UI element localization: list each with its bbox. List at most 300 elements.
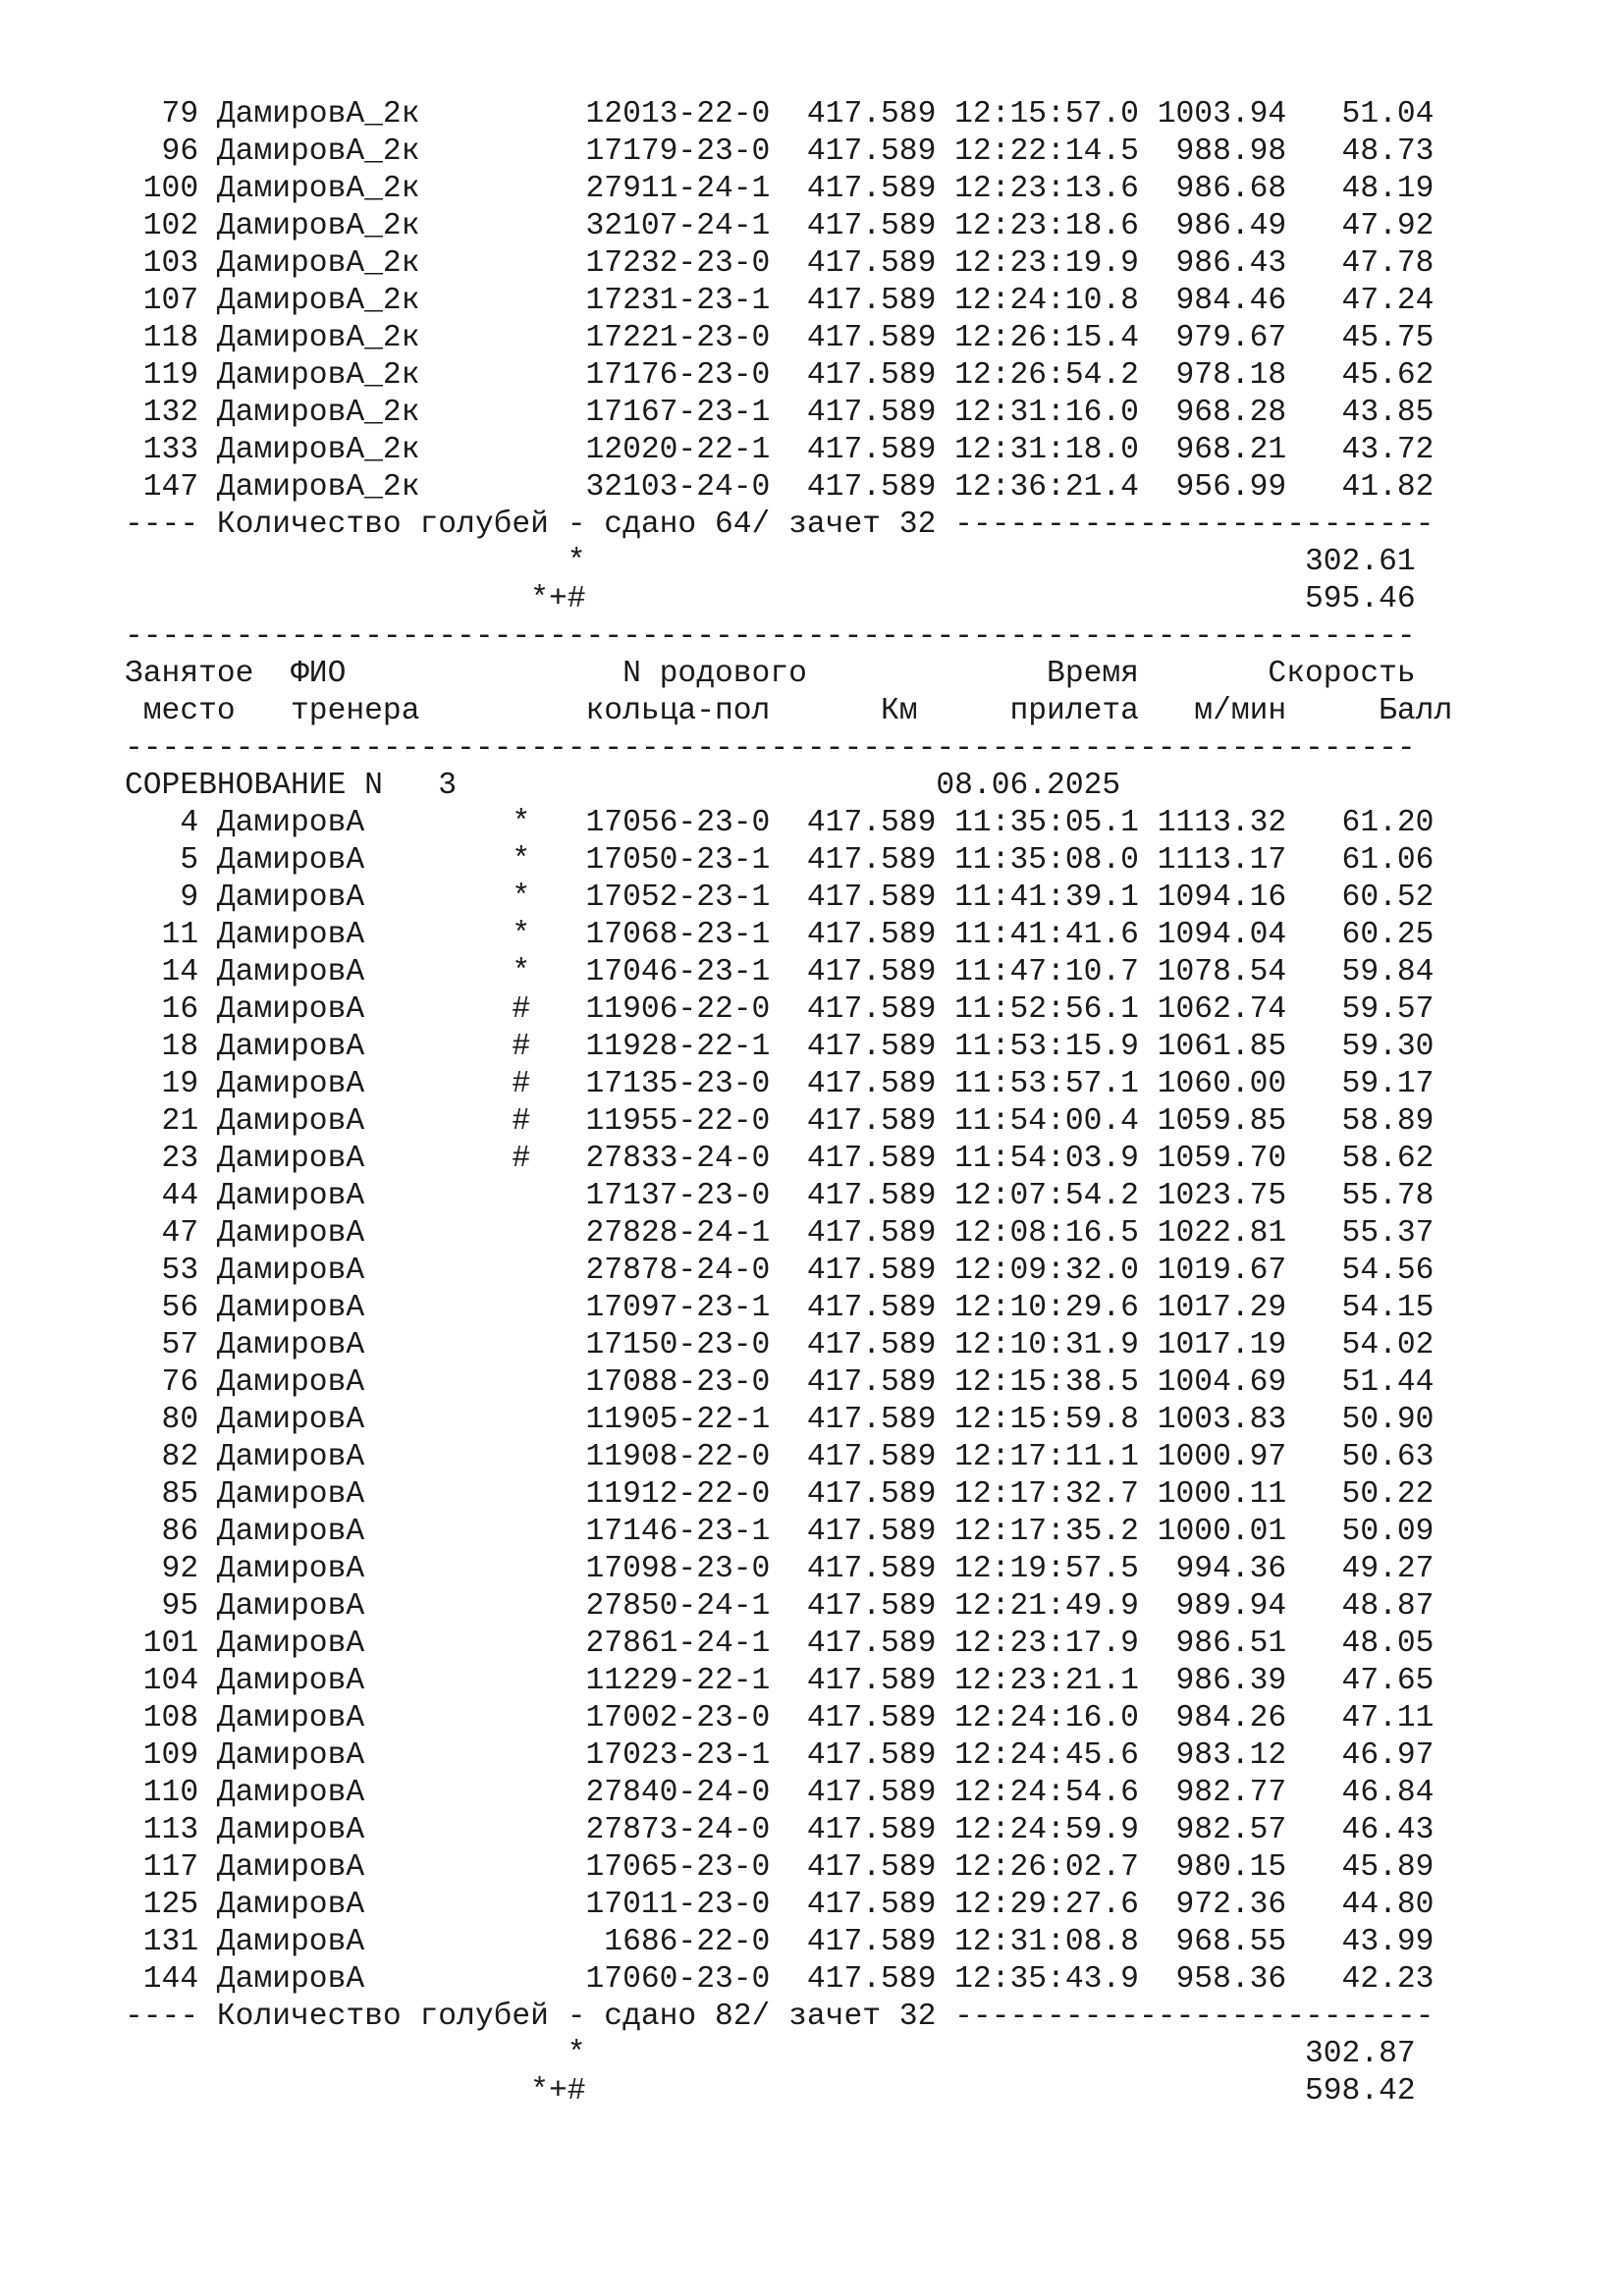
score-cell: 43.72 [1305, 433, 1435, 467]
time-cell: 12:31:16.0 [954, 396, 1158, 430]
place-cell: 11 [125, 918, 217, 952]
time-cell: 12:24:59.9 [954, 1813, 1158, 1847]
mark-cell [512, 396, 549, 430]
name-cell: ДамировА [216, 1738, 513, 1773]
place-cell: 118 [125, 321, 217, 355]
section1-summary-line [125, 507, 1452, 544]
km-cell: 417.589 [806, 1589, 955, 1624]
competition-title-line [125, 768, 1452, 805]
result-row [125, 1141, 1452, 1178]
speed-cell: 1078.54 [1157, 955, 1305, 989]
result-row [125, 96, 1452, 133]
mark-cell: * [512, 843, 549, 878]
results-sheet [125, 96, 1452, 2110]
place-cell: 107 [125, 284, 217, 318]
speed-cell: 1059.85 [1157, 1104, 1305, 1139]
ring-cell: 17150-23-0 [548, 1328, 807, 1362]
time-cell: 11:35:08.0 [954, 843, 1158, 878]
name-cell: ДамировА [216, 1179, 513, 1213]
km-cell: 417.589 [806, 1403, 955, 1437]
result-row [125, 1663, 1452, 1700]
km-cell: 417.589 [806, 1030, 955, 1064]
score-cell: 55.78 [1305, 1179, 1435, 1213]
name-cell: ДамировА [216, 1104, 513, 1139]
ring-cell: 12020-22-1 [548, 433, 807, 467]
place-cell: 92 [125, 1552, 217, 1586]
score-cell: 48.73 [1305, 134, 1435, 169]
result-row [125, 469, 1452, 507]
mark-cell [512, 1627, 549, 1661]
score-cell: 48.19 [1305, 172, 1435, 206]
time-cell: 11:41:41.6 [954, 918, 1158, 952]
time-cell: 12:23:19.9 [954, 246, 1158, 281]
time-cell: 12:10:29.6 [954, 1291, 1158, 1325]
name-cell: ДамировА [216, 1365, 513, 1400]
place-cell: 76 [125, 1365, 217, 1400]
dashes: -------------------------- [936, 507, 1435, 542]
score-cell: 47.11 [1305, 1701, 1435, 1735]
place-cell: 132 [125, 396, 217, 430]
mark-cell [512, 1477, 549, 1512]
result-row [125, 1290, 1452, 1327]
km-cell: 417.589 [806, 396, 955, 430]
place-cell: 4 [125, 806, 217, 840]
score-cell: 60.52 [1305, 881, 1435, 915]
header-label: тренера [235, 694, 420, 728]
competition-title: СОРЕВНОВАНИЕ N [125, 769, 383, 803]
header-line-2 [125, 693, 1452, 730]
result-row [125, 432, 1452, 469]
result-row [125, 1514, 1452, 1551]
ring-cell: 27873-24-0 [548, 1813, 807, 1847]
place-cell: 44 [125, 1179, 217, 1213]
time-cell: 12:17:32.7 [954, 1477, 1158, 1512]
ring-cell: 17137-23-0 [548, 1179, 807, 1213]
summary-text: Количество голубей - сдано 64/ зачет 32 [216, 507, 937, 542]
km-cell: 417.589 [806, 1477, 955, 1512]
speed-cell: 1017.29 [1157, 1291, 1305, 1325]
time-cell: 12:26:15.4 [954, 321, 1158, 355]
speed-cell: 978.18 [1157, 358, 1305, 393]
speed-cell: 1017.19 [1157, 1328, 1305, 1362]
ring-cell: 11955-22-0 [548, 1104, 807, 1139]
speed-cell: 1003.94 [1157, 97, 1305, 132]
km-cell: 417.589 [806, 433, 955, 467]
ring-cell: 11905-22-1 [548, 1403, 807, 1437]
time-cell: 12:29:27.6 [954, 1888, 1158, 1922]
km-cell: 417.589 [806, 1365, 955, 1400]
name-cell: ДамировА [216, 881, 513, 915]
speed-cell: 1059.70 [1157, 1142, 1305, 1176]
name-cell: ДамировА [216, 1440, 513, 1474]
ring-cell: 17023-23-1 [548, 1738, 807, 1773]
ring-cell: 27861-24-1 [548, 1627, 807, 1661]
result-row [125, 1924, 1452, 1961]
mark-cell [512, 97, 549, 132]
place-cell: 101 [125, 1627, 217, 1661]
speed-cell: 1003.83 [1157, 1403, 1305, 1437]
km-cell: 417.589 [806, 1291, 955, 1325]
name-cell: ДамировА [216, 1813, 513, 1847]
place-cell: 147 [125, 470, 217, 505]
result-row [125, 1066, 1452, 1103]
result-row [125, 1253, 1452, 1290]
section1-total-star [125, 544, 1452, 581]
score-cell: 59.17 [1305, 1067, 1435, 1101]
total-value: 302.87 [585, 2037, 1416, 2071]
time-cell: 12:17:11.1 [954, 1440, 1158, 1474]
result-row [125, 208, 1452, 245]
name-cell: ДамировА_2к [216, 209, 513, 243]
ring-cell: 17046-23-1 [548, 955, 807, 989]
km-cell: 417.589 [806, 172, 955, 206]
time-cell: 12:21:49.9 [954, 1589, 1158, 1624]
time-cell: 12:23:17.9 [954, 1627, 1158, 1661]
speed-cell: 1094.16 [1157, 881, 1305, 915]
km-cell: 417.589 [806, 134, 955, 169]
place-cell: 110 [125, 1776, 217, 1810]
score-cell: 58.62 [1305, 1142, 1435, 1176]
mark-cell [512, 134, 549, 169]
time-cell: 12:24:16.0 [954, 1701, 1158, 1735]
km-cell: 417.589 [806, 1254, 955, 1288]
place-cell: 103 [125, 246, 217, 281]
km-cell: 417.589 [806, 97, 955, 132]
place-cell: 79 [125, 97, 217, 132]
competition-date: 08.06.2025 [936, 769, 1121, 803]
total-symbol: * [125, 2037, 586, 2071]
time-cell: 12:23:13.6 [954, 172, 1158, 206]
ring-cell: 27828-24-1 [548, 1216, 807, 1251]
speed-cell: 980.15 [1157, 1850, 1305, 1885]
mark-cell [512, 1888, 549, 1922]
name-cell: ДамировА [216, 1030, 513, 1064]
time-cell: 11:41:39.1 [954, 881, 1158, 915]
ring-cell: 17056-23-0 [548, 806, 807, 840]
ring-cell: 17135-23-0 [548, 1067, 807, 1101]
ring-cell: 17097-23-1 [548, 1291, 807, 1325]
speed-cell: 1023.75 [1157, 1179, 1305, 1213]
mark-cell [512, 246, 549, 281]
km-cell: 417.589 [806, 246, 955, 281]
ring-cell: 11912-22-0 [548, 1477, 807, 1512]
time-cell: 12:08:16.5 [954, 1216, 1158, 1251]
name-cell: ДамировА [216, 1888, 513, 1922]
mark-cell: # [512, 1067, 549, 1101]
speed-cell: 958.36 [1157, 1962, 1305, 1997]
name-cell: ДамировА [216, 1850, 513, 1885]
result-row [125, 1700, 1452, 1737]
result-row [125, 283, 1452, 320]
ring-cell: 11928-22-1 [548, 1030, 807, 1064]
place-cell: 119 [125, 358, 217, 393]
score-cell: 44.80 [1305, 1888, 1435, 1922]
km-cell: 417.589 [806, 1104, 955, 1139]
mark-cell [512, 1254, 549, 1288]
speed-cell: 979.67 [1157, 321, 1305, 355]
speed-cell: 983.12 [1157, 1738, 1305, 1773]
km-cell: 417.589 [806, 284, 955, 318]
result-row [125, 1775, 1452, 1812]
result-row [125, 1439, 1452, 1476]
ring-cell: 11908-22-0 [548, 1440, 807, 1474]
ring-cell: 11229-22-1 [548, 1664, 807, 1698]
speed-cell: 986.43 [1157, 246, 1305, 281]
speed-cell: 986.51 [1157, 1627, 1305, 1661]
result-row [125, 1961, 1452, 1999]
score-cell: 43.99 [1305, 1925, 1435, 1959]
place-cell: 5 [125, 843, 217, 878]
time-cell: 12:22:14.5 [954, 134, 1158, 169]
speed-cell: 989.94 [1157, 1589, 1305, 1624]
total-value: 595.46 [585, 582, 1416, 616]
mark-cell [512, 1515, 549, 1549]
ring-cell: 17098-23-0 [548, 1552, 807, 1586]
result-row [125, 1887, 1452, 1924]
time-cell: 12:24:10.8 [954, 284, 1158, 318]
name-cell: ДамировА [216, 1142, 513, 1176]
mark-cell [512, 433, 549, 467]
time-cell: 11:54:00.4 [954, 1104, 1158, 1139]
name-cell: ДамировА [216, 1664, 513, 1698]
header-label: Время [806, 657, 1139, 691]
header-label: Балл [1286, 694, 1453, 728]
place-cell: 85 [125, 1477, 217, 1512]
speed-cell: 956.99 [1157, 470, 1305, 505]
place-cell: 131 [125, 1925, 217, 1959]
ring-cell: 17068-23-1 [548, 918, 807, 952]
km-cell: 417.589 [806, 470, 955, 505]
name-cell: ДамировА [216, 1254, 513, 1288]
time-cell: 12:23:18.6 [954, 209, 1158, 243]
score-cell: 43.85 [1305, 396, 1435, 430]
result-row [125, 1215, 1452, 1253]
place-cell: 86 [125, 1515, 217, 1549]
mark-cell: * [512, 955, 549, 989]
time-cell: 11:52:56.1 [954, 992, 1158, 1027]
place-cell: 14 [125, 955, 217, 989]
score-cell: 59.30 [1305, 1030, 1435, 1064]
km-cell: 417.589 [806, 1925, 955, 1959]
mark-cell [512, 1813, 549, 1847]
mark-cell: # [512, 1142, 549, 1176]
header-label: N родового [604, 657, 807, 691]
result-row [125, 1737, 1452, 1775]
section2-results [125, 805, 1452, 1999]
name-cell: ДамировА [216, 992, 513, 1027]
score-cell: 54.02 [1305, 1328, 1435, 1362]
ring-cell: 17060-23-0 [548, 1962, 807, 1997]
place-cell: 53 [125, 1254, 217, 1288]
score-cell: 59.57 [1305, 992, 1435, 1027]
result-row [125, 1327, 1452, 1364]
score-cell: 45.89 [1305, 1850, 1435, 1885]
score-cell: 60.25 [1305, 918, 1435, 952]
summary-text: Количество голубей - сдано 82/ зачет 32 [216, 2000, 937, 2034]
km-cell: 417.589 [806, 1179, 955, 1213]
result-row [125, 1626, 1452, 1663]
speed-cell: 984.26 [1157, 1701, 1305, 1735]
speed-cell: 968.55 [1157, 1925, 1305, 1959]
place-cell: 9 [125, 881, 217, 915]
mark-cell [512, 1216, 549, 1251]
time-cell: 12:23:21.1 [954, 1664, 1158, 1698]
place-cell: 19 [125, 1067, 217, 1101]
speed-cell: 1060.00 [1157, 1067, 1305, 1101]
km-cell: 417.589 [806, 881, 955, 915]
mark-cell [512, 1701, 549, 1735]
speed-cell: 982.57 [1157, 1813, 1305, 1847]
speed-cell: 986.49 [1157, 209, 1305, 243]
time-cell: 12:35:43.9 [954, 1962, 1158, 1997]
km-cell: 417.589 [806, 1962, 955, 1997]
speed-cell: 984.46 [1157, 284, 1305, 318]
name-cell: ДамировА_2к [216, 134, 513, 169]
mark-cell [512, 1850, 549, 1885]
mark-cell [512, 172, 549, 206]
score-cell: 47.78 [1305, 246, 1435, 281]
place-cell: 18 [125, 1030, 217, 1064]
name-cell: ДамировА [216, 1403, 513, 1437]
ring-cell: 17232-23-0 [548, 246, 807, 281]
header-label: м/мин [1138, 694, 1287, 728]
speed-cell: 972.36 [1157, 1888, 1305, 1922]
mark-cell [512, 209, 549, 243]
km-cell: 417.589 [806, 806, 955, 840]
place-cell: 100 [125, 172, 217, 206]
mark-cell: * [512, 881, 549, 915]
score-cell: 55.37 [1305, 1216, 1435, 1251]
total-symbol: *+# [125, 2074, 586, 2109]
result-row [125, 1103, 1452, 1141]
ring-cell: 32103-24-0 [548, 470, 807, 505]
ring-cell: 27878-24-0 [548, 1254, 807, 1288]
header-label: ФИО [253, 657, 605, 691]
km-cell: 417.589 [806, 1216, 955, 1251]
time-cell: 12:15:57.0 [954, 97, 1158, 132]
time-cell: 11:53:57.1 [954, 1067, 1158, 1101]
time-cell: 11:35:05.1 [954, 806, 1158, 840]
result-row [125, 842, 1452, 880]
speed-cell: 1000.11 [1157, 1477, 1305, 1512]
speed-cell: 1004.69 [1157, 1365, 1305, 1400]
km-cell: 417.589 [806, 1440, 955, 1474]
ring-cell: 17146-23-1 [548, 1515, 807, 1549]
place-cell: 102 [125, 209, 217, 243]
km-cell: 417.589 [806, 1776, 955, 1810]
km-cell: 417.589 [806, 321, 955, 355]
name-cell: ДамировА_2к [216, 284, 513, 318]
ring-cell: 17011-23-0 [548, 1888, 807, 1922]
result-row [125, 880, 1452, 917]
score-cell: 51.04 [1305, 97, 1435, 132]
name-cell: ДамировА_2к [216, 358, 513, 393]
km-cell: 417.589 [806, 1664, 955, 1698]
speed-cell: 968.21 [1157, 433, 1305, 467]
km-cell: 417.589 [806, 992, 955, 1027]
result-row [125, 1849, 1452, 1887]
dashes: ---- [125, 507, 217, 542]
name-cell: ДамировА [216, 843, 513, 878]
dashes: ---- [125, 2000, 217, 2034]
km-cell: 417.589 [806, 1328, 955, 1362]
place-cell: 95 [125, 1589, 217, 1624]
score-cell: 59.84 [1305, 955, 1435, 989]
score-cell: 58.89 [1305, 1104, 1435, 1139]
ring-cell: 17050-23-1 [548, 843, 807, 878]
name-cell: ДамировА [216, 1962, 513, 1997]
name-cell: ДамировА_2к [216, 396, 513, 430]
mark-cell [512, 1328, 549, 1362]
speed-cell: 968.28 [1157, 396, 1305, 430]
header-label: место [125, 694, 236, 728]
result-row [125, 1178, 1452, 1215]
total-symbol: * [125, 545, 586, 579]
speed-cell: 1113.32 [1157, 806, 1305, 840]
name-cell: ДамировА_2к [216, 470, 513, 505]
km-cell: 417.589 [806, 1067, 955, 1101]
name-cell: ДамировА [216, 1627, 513, 1661]
score-cell: 54.15 [1305, 1291, 1435, 1325]
score-cell: 47.65 [1305, 1664, 1435, 1698]
score-cell: 61.06 [1305, 843, 1435, 878]
place-cell: 133 [125, 433, 217, 467]
mark-cell [512, 321, 549, 355]
place-cell: 16 [125, 992, 217, 1027]
ring-cell: 27911-24-1 [548, 172, 807, 206]
time-cell: 12:07:54.2 [954, 1179, 1158, 1213]
place-cell: 109 [125, 1738, 217, 1773]
ring-cell: 27833-24-0 [548, 1142, 807, 1176]
section1-total-all [125, 581, 1452, 618]
name-cell: ДамировА [216, 955, 513, 989]
place-cell: 144 [125, 1962, 217, 1997]
score-cell: 46.97 [1305, 1738, 1435, 1773]
mark-cell [512, 1776, 549, 1810]
speed-cell: 1062.74 [1157, 992, 1305, 1027]
score-cell: 41.82 [1305, 470, 1435, 505]
time-cell: 12:15:59.8 [954, 1403, 1158, 1437]
mark-cell: * [512, 918, 549, 952]
total-value: 302.61 [585, 545, 1416, 579]
mark-cell [512, 1962, 549, 1997]
time-cell: 12:15:38.5 [954, 1365, 1158, 1400]
result-row [125, 320, 1452, 357]
score-cell: 49.27 [1305, 1552, 1435, 1586]
km-cell: 417.589 [806, 843, 955, 878]
speed-cell: 1094.04 [1157, 918, 1305, 952]
name-cell: ДамировА [216, 1552, 513, 1586]
result-row [125, 954, 1452, 991]
km-cell: 417.589 [806, 1515, 955, 1549]
ring-cell: 17052-23-1 [548, 881, 807, 915]
score-cell: 45.75 [1305, 321, 1435, 355]
time-cell: 12:24:54.6 [954, 1776, 1158, 1810]
time-cell: 12:31:18.0 [954, 433, 1158, 467]
ring-cell: 17088-23-0 [548, 1365, 807, 1400]
name-cell: ДамировА [216, 1216, 513, 1251]
header-label: прилета [917, 694, 1139, 728]
name-cell: ДамировА [216, 806, 513, 840]
place-cell: 96 [125, 134, 217, 169]
km-cell: 417.589 [806, 1142, 955, 1176]
mark-cell [512, 358, 549, 393]
km-cell: 417.589 [806, 1552, 955, 1586]
speed-cell: 1000.01 [1157, 1515, 1305, 1549]
section2-total-all [125, 2073, 1452, 2110]
name-cell: ДамировА_2к [216, 172, 513, 206]
score-cell: 48.05 [1305, 1627, 1435, 1661]
